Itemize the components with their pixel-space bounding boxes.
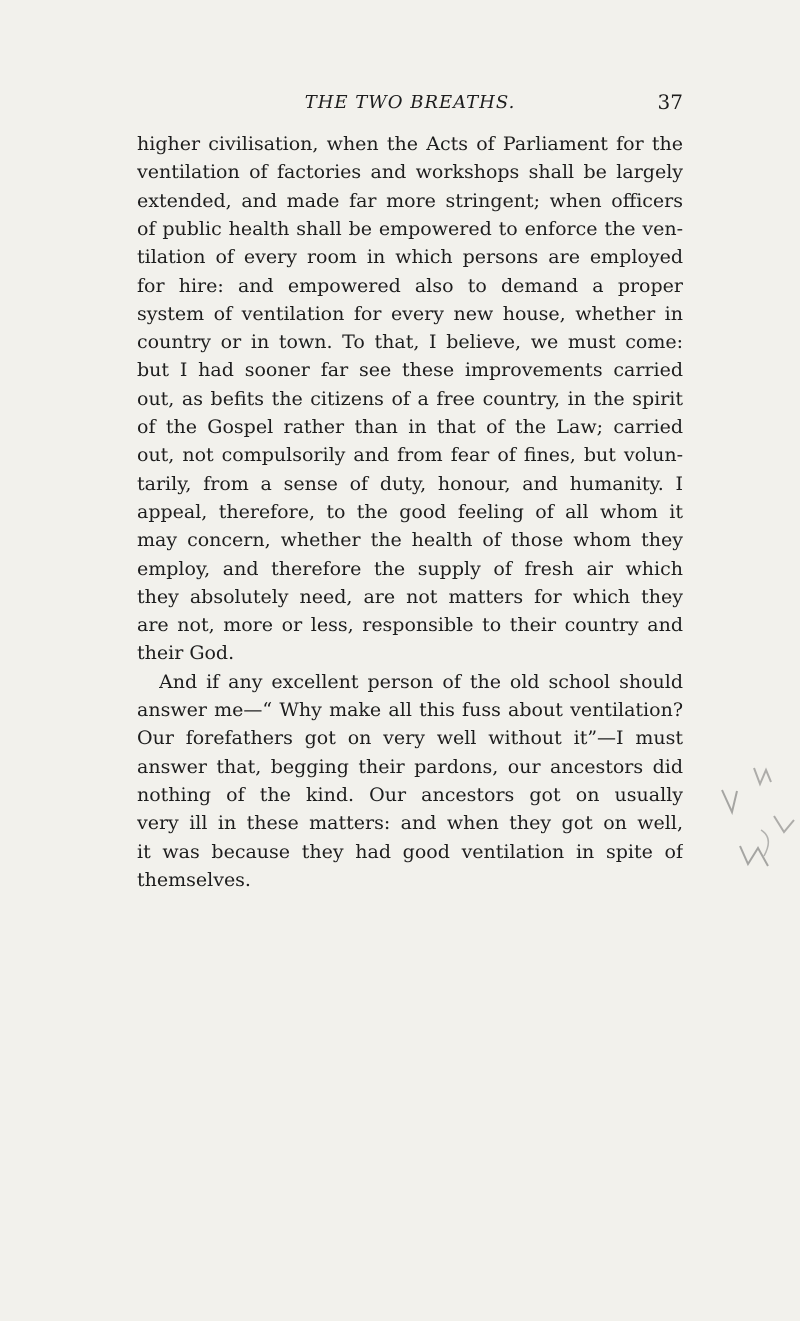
text-line: Our forefathers got on very well without it”—I must: [137, 727, 683, 750]
text-line: tarily, from a sense of duty, honour, and humanity. I: [137, 472, 683, 495]
text-line: higher civilisation, when the Acts of Parliament for the: [137, 133, 683, 155]
text-line: for hire: and empowered also to demand a proper: [137, 274, 683, 297]
text-line: system of ventilation for every new house, whether in: [137, 302, 683, 325]
text-line: nothing of the kind. Our ancestors got on usually: [137, 783, 683, 806]
text-line: out, not compulsorily and from fear of fines, but volun-: [137, 444, 683, 467]
text-line: of the Gospel rather than in that of the Law; carried: [137, 416, 683, 438]
text-line: of public health shall be empowered to enforce the ven-: [137, 217, 683, 240]
text-line: extended, and made far more stringent; when officers: [137, 189, 683, 212]
text-line: And if any excellent person of the old school should: [159, 670, 683, 693]
body-text: [137, 130, 683, 891]
text-line: tilation of every room in which persons are employed: [137, 246, 683, 269]
text-line: appeal, therefore, to the good feeling of all whom it: [137, 500, 683, 523]
text-line: answer me—“ Why make all this fuss about ventilation?: [137, 699, 683, 721]
text-line: country or in town. To that, I believe, we must come:: [137, 331, 683, 354]
text-line: but I had sooner far see these improvements carried: [137, 359, 683, 382]
running-title: THE TWO BREATHS.: [304, 92, 516, 113]
text-line: ventilation of factories and workshops shall be largely: [137, 161, 683, 184]
text-line: employ, and therefore the supply of fresh air which: [137, 557, 683, 580]
text-line: themselves.: [137, 868, 251, 891]
marginal-scribble-mark: [714, 760, 800, 882]
text-line: it was because they had good ventilation in spite of: [137, 840, 683, 863]
text-line: are not, more or less, responsible to their country and: [137, 614, 683, 637]
text-line: very ill in these matters: and when they got on well,: [137, 812, 683, 835]
page-number: 37: [657, 90, 683, 114]
text-line: may concern, whether the health of those whom they: [137, 529, 683, 552]
text-line: out, as befits the citizens of a free country, in the spirit: [137, 387, 683, 410]
running-head: [137, 90, 683, 120]
text-line: their God.: [137, 642, 235, 665]
text-line: they absolutely need, are not matters for which they: [137, 585, 683, 608]
text-line: answer that, begging their pardons, our ancestors did: [137, 755, 683, 778]
